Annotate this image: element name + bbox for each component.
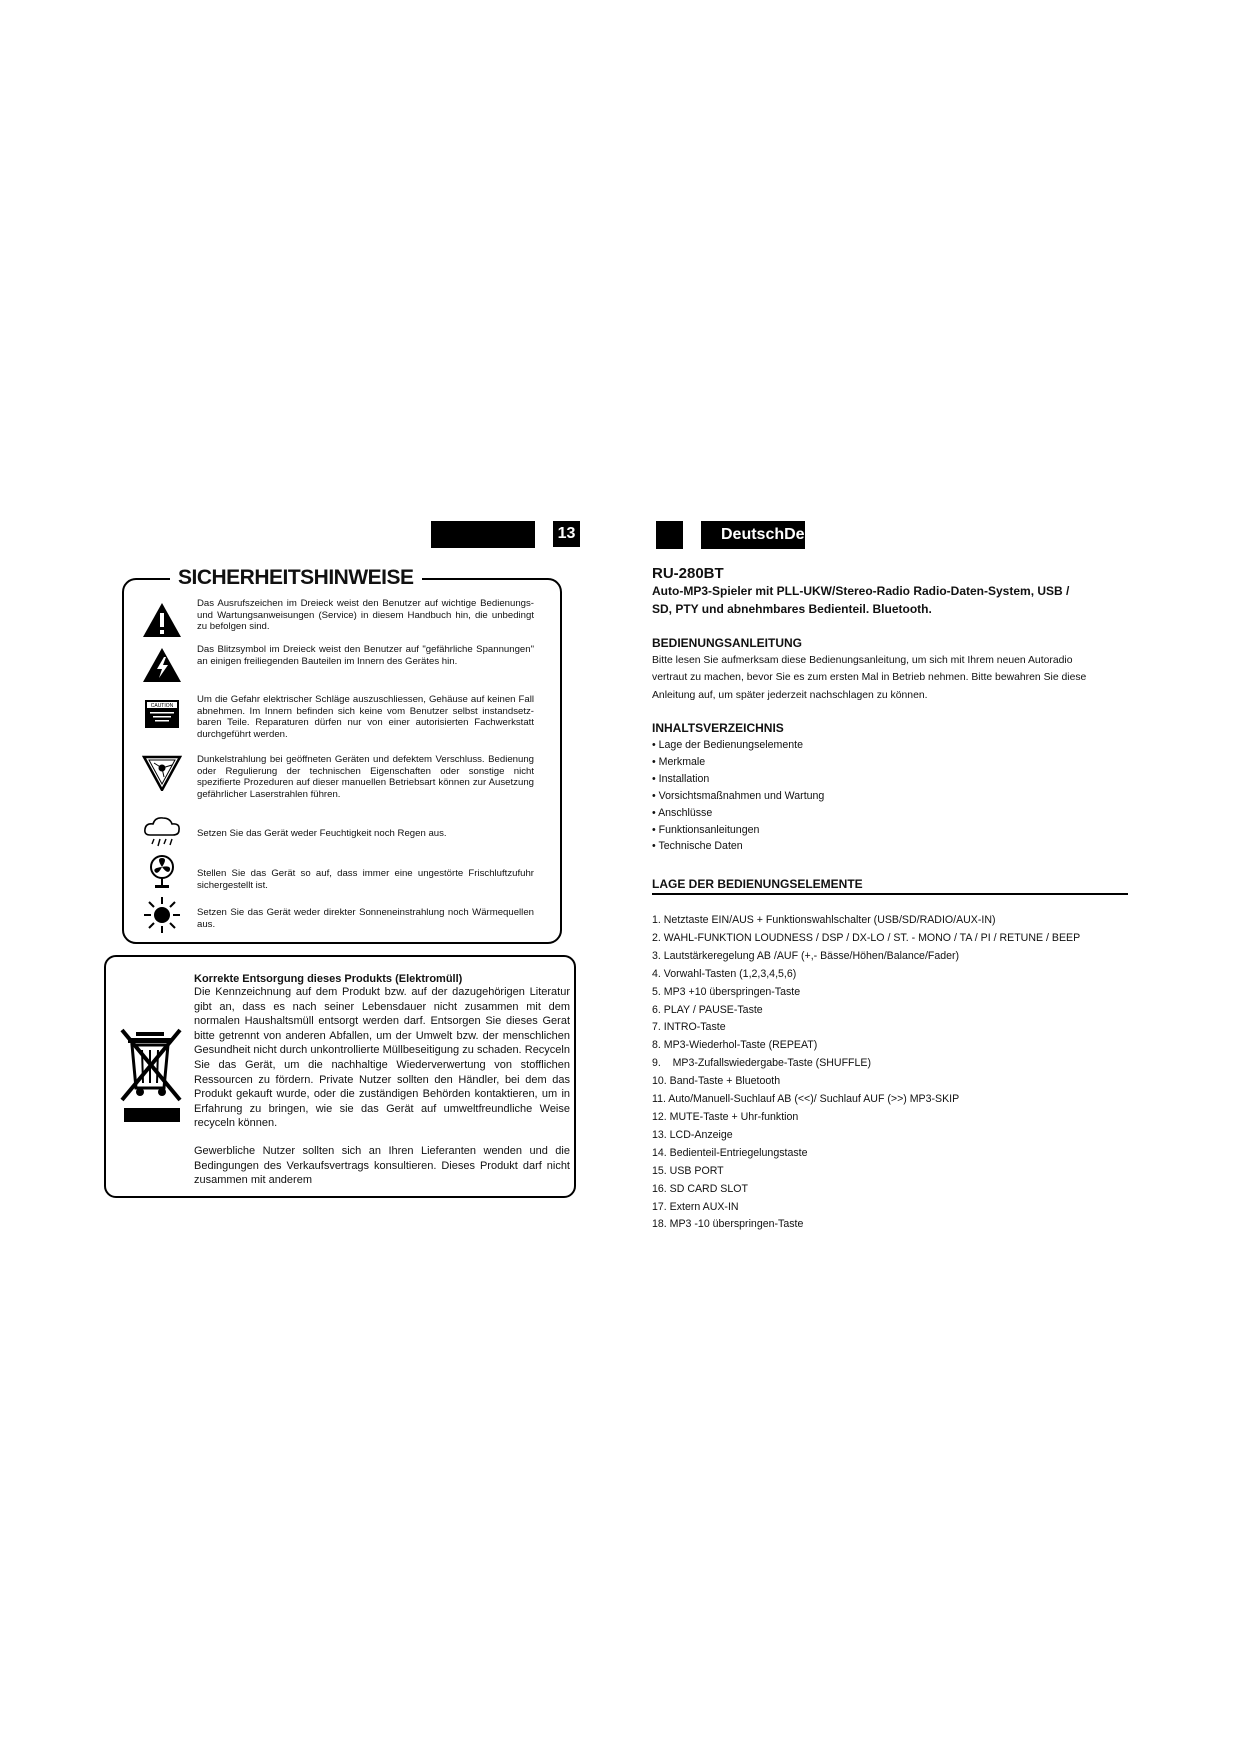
manual-line: Bitte lesen Sie aufmerksam diese Bedienungsanleitung, um sich mit Ihrem neuen Autoradio [652, 655, 1073, 666]
safety-item [122, 891, 562, 939]
control-item: 14. Bedienteil-Entriegelungstaste [652, 1146, 808, 1159]
control-item: 4. Vorwahl-Tasten (1,2,3,4,5,6) [652, 967, 797, 980]
toc-item: • Merkmale [652, 755, 706, 768]
fan-icon [138, 848, 186, 896]
safety-item [122, 641, 562, 689]
toc-list [652, 737, 824, 855]
safety-item [122, 749, 562, 801]
safety-text: Setzen Sie das Gerät weder Feuchtigkeit noch Regen aus. [197, 828, 447, 839]
caution-label-text: CAUTION [150, 703, 174, 709]
control-item: 9. MP3-Zufallswiedergabe-Taste (SHUFFLE) [652, 1057, 872, 1070]
product-subtitle-1: Auto-MP3-Spieler mit PLL-UKW/Stereo-Radio Radio-Daten-System, USB / [652, 584, 1070, 598]
control-item: 6. PLAY / PAUSE-Taste [652, 1003, 763, 1016]
laser-triangle-icon [138, 749, 186, 797]
control-item: 18. MP3 -10 überspringen-Taste [652, 1218, 804, 1231]
product-subtitle-2: SD, PTY und abnehmbares Bedienteil. Bluetooth. [652, 602, 932, 616]
safety-text: Das Blitzsymbol im Dreieck weist den Benutzer auf "gefährliche Spannungen" an einigen freiliegenden Bauteilen im Innern des Gerätes hin. [197, 644, 534, 667]
control-item: 13. LCD-Anzeige [652, 1128, 733, 1141]
safety-text: Um die Gefahr elektrischer Schläge auszuschliessen, Gehäuse auf keinen Fall abnehmen. Im Innern befinden sich keine vom Benutzer selbst instandsetz-baren Teile. Reparaturen dürfen nur von einer autorisierten Fachwerkstatt durchgeführt werden. [197, 694, 534, 740]
toc-heading: INHALTSVERZEICHNIS [652, 721, 784, 735]
control-item: 12. MUTE-Taste + Uhr-funktion [652, 1110, 799, 1123]
toc-item: • Technische Daten [652, 840, 743, 853]
caution-label-icon [138, 698, 186, 730]
manual-line: vertraut zu machen, bevor Sie es zum ersten Mal in Betrieb nehmen. Bitte bewahren Sie diese [652, 672, 1087, 684]
safety-title: SICHERHEITSHINWEISE [170, 566, 422, 590]
manual-line: Anleitung auf, um später jederzeit nachschlagen zu können. [652, 689, 928, 701]
safety-text: Das Ausrufszeichen im Dreieck weist den Benutzer auf wichtige Bedienungs- und Wartungsanweisungen (Service) in diesem Handbuch hin, die unbedingt zu befolgen sind. [197, 598, 534, 633]
toc-item: • Lage der Bedienungselemente [652, 739, 803, 751]
toc-item: • Vorsichtsmaßnahmen und Wartung [652, 789, 825, 802]
control-item: 7. INTRO-Taste [652, 1021, 726, 1034]
safety-item [122, 690, 562, 742]
toc-item: • Anschlüsse [652, 806, 713, 819]
disposal-body-2: Gewerbliche Nutzer sollten sich an Ihren Lieferanten wenden und die Bedingungen des Verkaufsvertrags konsultieren. Dieses Produkt darf nicht zusammen mit anderem [194, 1145, 570, 1187]
page-number: 13 [553, 521, 580, 547]
safety-item [122, 848, 562, 896]
control-item: 3. Lautstärkeregelung AB /AUF (+,- Bässe/Höhen/Balance/Fader) [652, 949, 960, 962]
safety-item [122, 596, 562, 644]
manual-text [652, 652, 1132, 704]
header-square [656, 521, 683, 549]
safety-text: Stellen Sie das Gerät so auf, dass immer eine ungestörte Frischluftzufuhr sichergestellt ist. [197, 868, 534, 891]
language-tab: DeutschDe [701, 521, 805, 549]
controls-divider [652, 893, 1128, 895]
control-item: 5. MP3 +10 überspringen-Taste [652, 985, 801, 998]
disposal-title: Korrekte Entsorgung dieses Produkts (Elektromüll) [194, 973, 463, 985]
product-model: RU-280BT [652, 565, 724, 582]
control-item: 16. SD CARD SLOT [652, 1182, 748, 1195]
control-item: 17. Extern AUX-IN [652, 1200, 739, 1213]
lightning-triangle-icon [138, 641, 186, 689]
control-item: 2. WAHL-FUNKTION LOUDNESS / DSP / DX-LO / ST. - MONO / TA / PI / RETUNE / BEEP [652, 931, 1081, 944]
sun-icon [138, 891, 186, 939]
control-item: 15. USB PORT [652, 1164, 724, 1177]
disposal-body: Die Kennzeichnung auf dem Produkt bzw. auf der dazugehörigen Literatur gibt an, dass es nach seiner Lebensdauer nicht zusammen mit dem normalen Haushaltsmüll entsorgt werden darf. Entsorgen Sie dieses Gerat bitte getrennt von anderen Abfallen, um der Umwelt bzw. der menschlichen Gesundheit nicht durch unkontrollierte Müllbeseitigung zu schaden. Recyceln Sie das Gerät, um die nachhaltige Wiederverwertung von stofflichen Ressourcen zu fördern. Private Nutzer sollten den Händler, bei dem das Produkt gekauft wurde, oder die zuständigen Behörden kontaktieren, um in Erfahrung zu bringen, wie sie das Gerät auf umweltfreundliche Weise recyceln können. [194, 986, 570, 1130]
control-item: 1. Netztaste EIN/AUS + Funktionswahlschalter (USB/SD/RADIO/AUX-IN) [652, 914, 996, 926]
control-item: 8. MP3-Wiederhol-Taste (REPEAT) [652, 1039, 818, 1052]
toc-item: • Installation [652, 772, 710, 785]
control-item: 11. Auto/Manuell-Suchlauf AB (<<)/ Suchlauf AUF (>>) MP3-SKIP [652, 1093, 960, 1106]
crossed-bin-icon [118, 1028, 186, 1122]
controls-list [652, 912, 1080, 1234]
header-bar-left [431, 521, 535, 548]
toc-item: • Funktionsanleitungen [652, 823, 760, 836]
controls-heading: LAGE DER BEDIENUNGSELEMENTE [652, 877, 863, 891]
safety-text: Dunkelstrahlung bei geöffneten Geräten und defektem Verschluss. Bedienung oder Regulierung der technischen Eigenschaften oder sonstige nicht spezifierte Prozeduren auf dieser manuellen Betriebsart können zur Ausetzung gefährlicher Laserstrahlen führen. [197, 754, 534, 800]
safety-text: Setzen Sie das Gerät weder direkter Sonneneinstrahlung noch Wärmequellen aus. [197, 907, 534, 930]
safety-list [122, 578, 562, 944]
exclamation-triangle-icon [138, 596, 186, 644]
manual-heading: BEDIENUNGSANLEITUNG [652, 636, 803, 650]
control-item: 10. Band-Taste + Bluetooth [652, 1075, 781, 1088]
